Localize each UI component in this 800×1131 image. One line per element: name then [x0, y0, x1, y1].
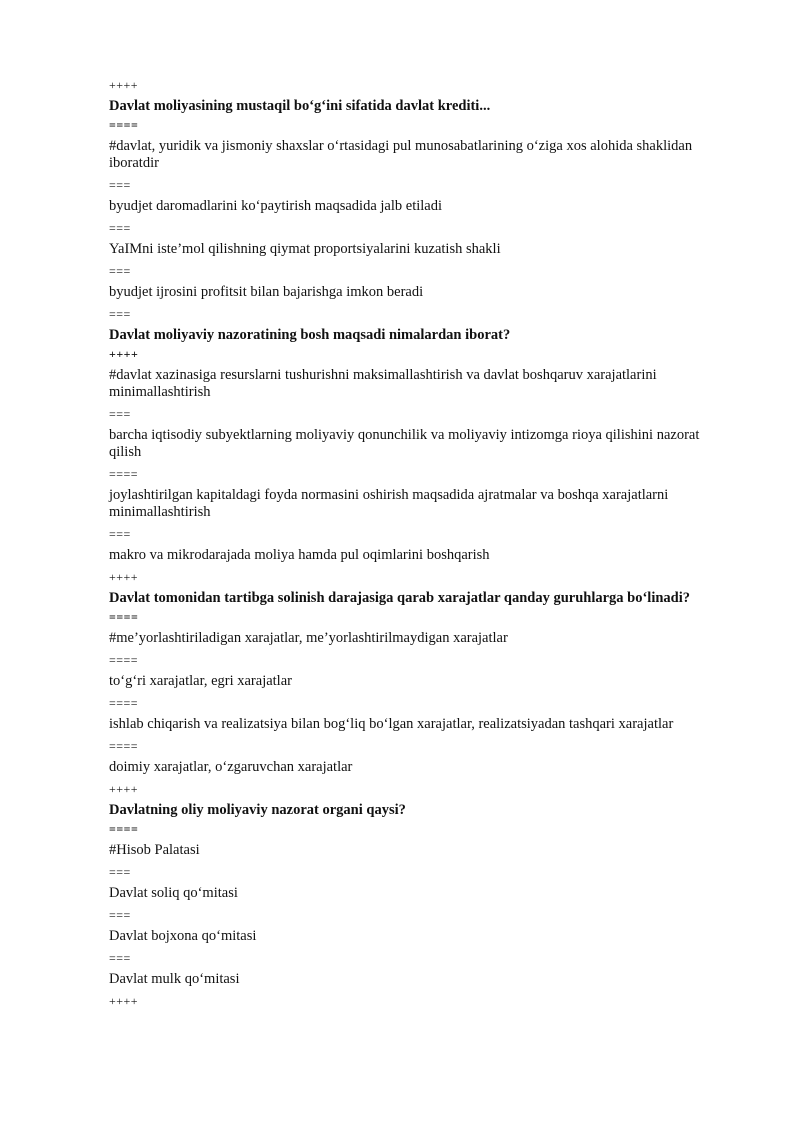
answer-3-4: doimiy xarajatlar, o‘zgaruvchan xarajatlar: [109, 759, 353, 775]
separator: ++++: [109, 782, 139, 796]
answer-4-2: Davlat soliq qo‘mitasi: [109, 885, 238, 901]
question-4: Davlatning oliy moliyaviy nazorat organi qaysi?: [109, 802, 406, 818]
separator: ++++: [109, 994, 139, 1008]
separator: ====: [109, 696, 139, 710]
separator: ====: [109, 653, 139, 667]
separator: ====: [109, 467, 139, 481]
separator: ====: [109, 739, 139, 753]
separator: ===: [109, 307, 131, 321]
answer-2-4: makro va mikrodarajada moliya hamda pul oqimlarini boshqarish: [109, 547, 490, 563]
question-3: Davlat tomonidan tartibga solinish darajasiga qarab xarajatlar qanday guruhlarga bo‘linadi?: [109, 590, 691, 606]
separator: ++++: [109, 570, 139, 584]
separator: ===: [109, 264, 131, 278]
answer-4-4: Davlat mulk qo‘mitasi: [109, 971, 240, 987]
question-2: Davlat moliyaviy nazoratining bosh maqsadi nimalardan iborat?: [109, 327, 511, 343]
answer-3-3: ishlab chiqarish va realizatsiya bilan bog‘liq bo‘lgan xarajatlar, realizatsiyadan tashqari xarajatlar: [109, 716, 674, 732]
separator: ===: [109, 527, 131, 541]
separator: ===: [109, 178, 131, 192]
answer-1-2: byudjet daromadlarini ko‘paytirish maqsadida jalb etiladi: [109, 198, 443, 214]
answer-1-1: #davlat, yuridik va jismoniy shaxslar o‘rtasidagi pul munosabatlarining o‘ziga xos alohida shaklidan iboratdir: [109, 138, 693, 171]
separator: ++++: [109, 347, 139, 361]
answer-2-2: barcha iqtisodiy subyektlarning moliyaviy qonunchilik va moliyaviy intizomga rioya qilishini nazorat qilish: [109, 427, 700, 460]
separator: ++++: [109, 78, 139, 92]
answer-1-4: byudjet ijrosini profitsit bilan bajarishga imkon beradi: [109, 284, 424, 300]
separator: ====: [109, 118, 139, 132]
document-page: [109, 78, 729, 1014]
answer-4-1: #Hisob Palatasi: [109, 842, 200, 858]
answer-4-3: Davlat bojxona qo‘mitasi: [109, 928, 257, 944]
answer-3-2: to‘g‘ri xarajatlar, egri xarajatlar: [109, 673, 292, 689]
answer-3-1: #me’yorlashtiriladigan xarajatlar, me’yorlashtirilmaydigan xarajatlar: [109, 630, 508, 646]
separator: ===: [109, 865, 131, 879]
separator: ===: [109, 221, 131, 235]
question-1: Davlat moliyasining mustaqil bo‘g‘ini sifatida davlat krediti...: [109, 98, 491, 114]
separator: ===: [109, 951, 131, 965]
separator: ====: [109, 822, 139, 836]
answer-2-3: joylashtirilgan kapitaldagi foyda normasini oshirish maqsadida ajratmalar va boshqa xarajatlarni minimallashtirish: [109, 487, 669, 520]
separator: ====: [109, 610, 139, 624]
answer-1-3: YaIMni iste’mol qilishning qiymat proportsiyalarini kuzatish shakli: [109, 241, 501, 257]
separator: ===: [109, 908, 131, 922]
separator: ===: [109, 407, 131, 421]
answer-2-1: #davlat xazinasiga resurslarni tushurishni maksimallashtirish va davlat boshqaruv xarajatlarini minimallashtirish: [109, 367, 657, 400]
